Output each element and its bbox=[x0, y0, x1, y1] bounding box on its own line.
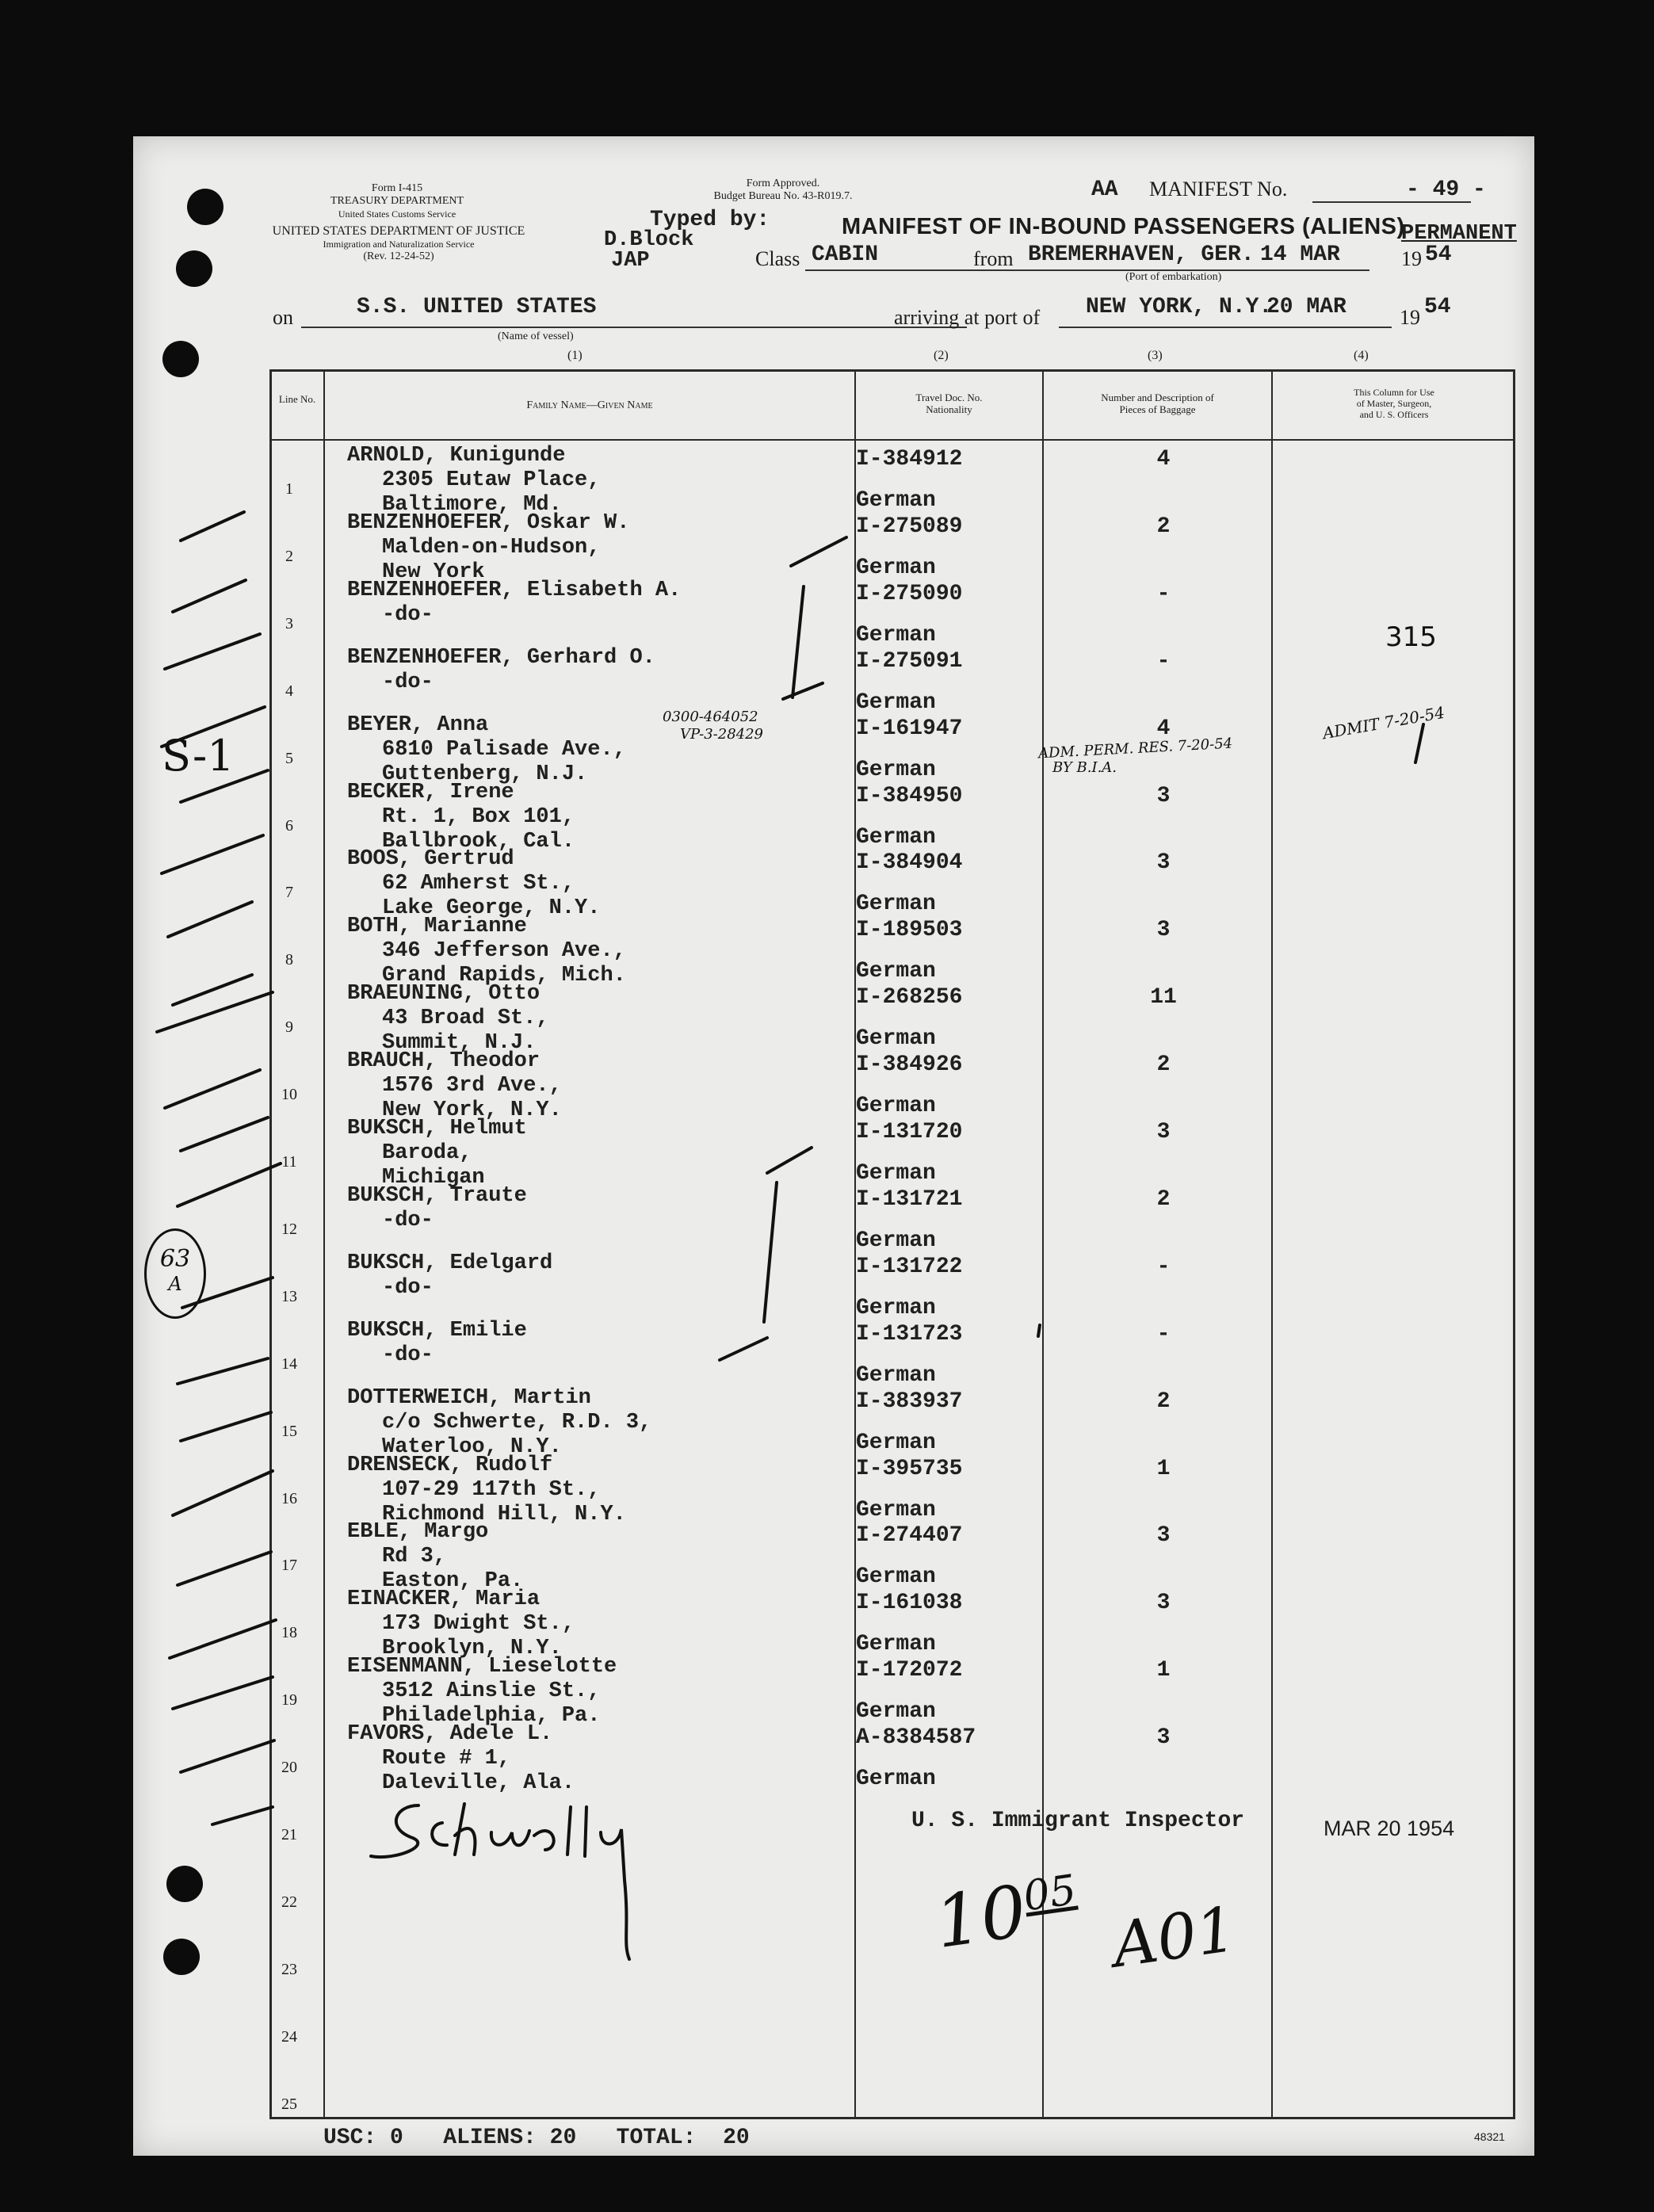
line-number: 21 bbox=[281, 1826, 297, 1843]
arrival-year-prefix: 19 bbox=[1400, 306, 1420, 329]
permanent-label: PERMANENT bbox=[1401, 222, 1517, 246]
baggage-count: - bbox=[1156, 648, 1171, 674]
travel-doc-number: I-131721 bbox=[856, 1186, 963, 1212]
baggage-count: 11 bbox=[1150, 985, 1177, 1010]
address-line-1: Malden-on-Hudson, bbox=[382, 535, 601, 560]
line-number: 22 bbox=[281, 1893, 297, 1911]
col-num-2: (2) bbox=[934, 349, 949, 362]
address-line-2: Michigan bbox=[382, 1166, 485, 1190]
tick-19 bbox=[173, 1677, 273, 1709]
travel-doc-number: I-274407 bbox=[856, 1523, 963, 1549]
line-number: 4 bbox=[285, 682, 293, 700]
family-given-name: EBLE, Margo bbox=[347, 1520, 489, 1545]
address-line-1: 43 Broad St., bbox=[382, 1007, 549, 1031]
tick-18 bbox=[170, 1620, 276, 1658]
address-line-1: 346 Jefferson Ave., bbox=[382, 939, 626, 964]
address-line-1: Route # 1, bbox=[382, 1747, 511, 1771]
travel-doc-number: I-189503 bbox=[856, 918, 963, 943]
customs-label: United States Customs Service bbox=[338, 208, 456, 220]
tick-8 bbox=[173, 975, 252, 1005]
family-given-name: BENZENHOEFER, Gerhard O. bbox=[347, 645, 655, 670]
stamp-date: MAR 20 1954 bbox=[1324, 1817, 1455, 1840]
approved-label: Form Approved. bbox=[746, 178, 820, 189]
from-value: BREMERHAVEN, GER. bbox=[1028, 243, 1255, 267]
travel-doc-number: I-384912 bbox=[856, 447, 963, 472]
nationality: German bbox=[856, 1362, 936, 1388]
family-given-name: DOTTERWEICH, Martin bbox=[347, 1385, 591, 1410]
vessel-name: S.S. UNITED STATES bbox=[357, 295, 597, 319]
nationality: German bbox=[856, 1026, 936, 1052]
family-given-name: BEYER, Anna bbox=[347, 713, 489, 737]
nationality: German bbox=[856, 959, 936, 984]
handwriting-overlay bbox=[133, 136, 1534, 2156]
baggage-count: 2 bbox=[1156, 514, 1171, 539]
tick-1 bbox=[181, 512, 244, 541]
arrival-date: 20 MAR bbox=[1266, 295, 1347, 319]
travel-doc-number: I-131722 bbox=[856, 1254, 963, 1279]
address-line-1: -do- bbox=[382, 670, 434, 694]
baggage-count: 1 bbox=[1156, 1456, 1171, 1481]
tick-5 bbox=[181, 770, 268, 802]
baggage-count: 3 bbox=[1156, 918, 1171, 943]
line-number: 20 bbox=[281, 1759, 297, 1777]
tick-3 bbox=[165, 634, 260, 669]
line-number: 23 bbox=[281, 1960, 297, 1978]
tick-10 bbox=[165, 1070, 260, 1108]
baggage-count: 2 bbox=[1156, 1186, 1171, 1212]
inspector-label: U. S. Immigrant Inspector bbox=[911, 1809, 1245, 1833]
arrival-port: NEW YORK, N.Y. bbox=[1086, 295, 1273, 319]
address-line-1: 3512 Ainslie St., bbox=[382, 1679, 601, 1704]
line-number: 5 bbox=[285, 749, 293, 767]
nationality: German bbox=[856, 690, 936, 715]
travel-doc-number: I-384926 bbox=[856, 1053, 963, 1078]
vessel-note: (Name of vessel) bbox=[498, 330, 574, 342]
punch-hole bbox=[187, 189, 223, 225]
embark-note: (Port of embarkation) bbox=[1125, 271, 1222, 283]
punch-hole bbox=[166, 1866, 203, 1902]
address-line-2: Brooklyn, N.Y. bbox=[382, 1637, 562, 1661]
col-header-bag-line1: Number and Description of bbox=[1101, 392, 1214, 403]
typed-by-name: D.Block bbox=[604, 228, 694, 252]
baggage-count: 2 bbox=[1156, 1389, 1171, 1414]
circled-63-letter: A bbox=[168, 1273, 182, 1295]
nationality: German bbox=[856, 824, 936, 850]
tick-15 bbox=[181, 1412, 271, 1441]
family-given-name: BUKSCH, Edelgard bbox=[347, 1251, 553, 1275]
baggage-count: 3 bbox=[1156, 783, 1171, 808]
tick-7 bbox=[168, 902, 252, 937]
col-num-3: (3) bbox=[1148, 349, 1163, 362]
manifest-title: MANIFEST OF IN-BOUND PASSENGERS (ALIENS) bbox=[842, 214, 1405, 239]
on-label: on bbox=[273, 306, 293, 329]
address-line-1: 107-29 117th St., bbox=[382, 1477, 601, 1502]
tick-16 bbox=[173, 1471, 273, 1515]
col-header-doc-line1: Travel Doc. No. bbox=[915, 392, 983, 403]
arriving-label: arriving at port of bbox=[894, 306, 1041, 329]
line-number: 1 bbox=[285, 480, 293, 498]
tick-6 bbox=[162, 835, 263, 873]
baggage-count: 3 bbox=[1156, 850, 1171, 876]
family-given-name: BECKER, Irene bbox=[347, 780, 514, 804]
address-line-1: 62 Amherst St., bbox=[382, 872, 575, 896]
rev-label: (Rev. 12-24-52) bbox=[363, 250, 434, 262]
col-num-4: (4) bbox=[1354, 349, 1369, 362]
nationality: German bbox=[856, 1295, 936, 1320]
address-line-2: Guttenberg, N.J. bbox=[382, 762, 588, 786]
from-year-prefix: 19 bbox=[1401, 247, 1422, 270]
col-num-1: (1) bbox=[567, 349, 583, 362]
family-given-name: BRAEUNING, Otto bbox=[347, 982, 541, 1007]
tick-14 bbox=[178, 1358, 268, 1384]
col-header-officer-line1: This Column for Use bbox=[1354, 387, 1434, 398]
justice-label: UNITED STATES DEPARTMENT OF JUSTICE bbox=[272, 224, 525, 238]
manifest-no: - 49 - bbox=[1406, 178, 1486, 202]
travel-doc-number: I-275091 bbox=[856, 648, 963, 674]
baggage-count: 3 bbox=[1156, 1725, 1171, 1751]
address-line-2: Waterloo, N.Y. bbox=[382, 1435, 562, 1459]
line-number: 24 bbox=[281, 2027, 297, 2046]
nationality: German bbox=[856, 1497, 936, 1522]
form-id: Form I-415 bbox=[371, 182, 423, 194]
officer-number: 315 bbox=[1385, 621, 1437, 653]
nationality: German bbox=[856, 1094, 936, 1119]
address-line-2: Richmond Hill, N.Y. bbox=[382, 1502, 626, 1526]
travel-doc-number: I-131723 bbox=[856, 1321, 963, 1347]
travel-doc-number: I-384904 bbox=[856, 850, 963, 876]
beyer-note-1: 0300-464052 bbox=[663, 709, 758, 725]
tick-single bbox=[1038, 1325, 1040, 1336]
line-number: 8 bbox=[285, 951, 293, 969]
nationality: German bbox=[856, 1564, 936, 1590]
address-line-2: New York, N.Y. bbox=[382, 1098, 562, 1123]
tick-20 bbox=[181, 1740, 274, 1772]
travel-doc-number: I-268256 bbox=[856, 985, 963, 1010]
address-line-1: c/o Schwerte, R.D. 3, bbox=[382, 1410, 652, 1435]
line-number: 19 bbox=[281, 1691, 297, 1710]
line-number: 3 bbox=[285, 614, 293, 632]
line-number: 13 bbox=[281, 1287, 297, 1305]
typed-by-label: Typed by: bbox=[650, 208, 770, 232]
baggage-count: 2 bbox=[1156, 1053, 1171, 1078]
class-value: CABIN bbox=[812, 243, 879, 267]
travel-doc-number: I-172072 bbox=[856, 1658, 963, 1683]
nationality: German bbox=[856, 1767, 936, 1792]
from-date: 14 MAR bbox=[1260, 243, 1340, 267]
tick-11 bbox=[181, 1117, 268, 1151]
address-line-1: -do- bbox=[382, 1208, 434, 1232]
col-header-officer-line3: and U. S. Officers bbox=[1359, 409, 1429, 420]
nationality: German bbox=[856, 1430, 936, 1455]
arrival-year-suffix: 54 bbox=[1424, 295, 1451, 319]
class-label: Class bbox=[755, 247, 800, 270]
admit-stamp: ADMIT 7-20-54 bbox=[1321, 702, 1446, 743]
beyer-note-2: VP-3-28429 bbox=[680, 726, 764, 743]
travel-doc-number: I-161038 bbox=[856, 1591, 963, 1616]
tick-4 bbox=[162, 707, 265, 747]
family-given-name: FAVORS, Adele L. bbox=[347, 1722, 553, 1747]
nationality: German bbox=[856, 622, 936, 648]
address-line-1: Baroda, bbox=[382, 1141, 472, 1165]
travel-doc-number: I-275090 bbox=[856, 581, 963, 606]
address-line-1: 1576 3rd Ave., bbox=[382, 1074, 562, 1098]
nationality: German bbox=[856, 1699, 936, 1725]
col-header-line: Line No. bbox=[278, 393, 316, 405]
address-line-1: 2305 Eutaw Place, bbox=[382, 468, 601, 492]
col-header-name: Family Name—Given Name bbox=[526, 399, 653, 411]
baggage-count: 4 bbox=[1156, 447, 1171, 472]
manifest-prefix: AA bbox=[1091, 178, 1118, 202]
nationality: German bbox=[856, 892, 936, 917]
col-header-doc-line2: Nationality bbox=[926, 403, 972, 415]
line-number: 25 bbox=[281, 2095, 297, 2113]
travel-doc-number: I-384950 bbox=[856, 783, 963, 808]
travel-doc-number: I-383937 bbox=[856, 1389, 963, 1414]
address-line-2: Ballbrook, Cal. bbox=[382, 829, 575, 854]
punch-hole bbox=[163, 1939, 200, 1975]
tick-2 bbox=[173, 580, 246, 612]
punch-hole bbox=[176, 250, 212, 287]
family-given-name: BUKSCH, Traute bbox=[347, 1183, 527, 1208]
line-number: 10 bbox=[281, 1086, 297, 1104]
baggage-count: 3 bbox=[1156, 1120, 1171, 1144]
line-number: 11 bbox=[281, 1153, 297, 1171]
budget-label: Budget Bureau No. 43-R019.7. bbox=[713, 190, 853, 202]
s1-mark: S-1 bbox=[162, 731, 235, 781]
tick-21 bbox=[212, 1807, 273, 1824]
family-given-name: BOTH, Marianne bbox=[347, 915, 527, 939]
serial-number: 48321 bbox=[1474, 2130, 1505, 2143]
line-number: 15 bbox=[281, 1422, 297, 1440]
travel-doc-number: I-161947 bbox=[856, 716, 963, 741]
from-label: from bbox=[973, 247, 1014, 270]
tick-17 bbox=[178, 1552, 271, 1585]
travel-doc-number: A-8384587 bbox=[856, 1725, 976, 1751]
typed-by-initials: JAP bbox=[611, 249, 650, 273]
col-header-officer-line2: of Master, Surgeon, bbox=[1356, 398, 1432, 409]
tick-13 bbox=[182, 1278, 273, 1308]
ins-label: Immigration and Naturalization Service bbox=[323, 239, 475, 250]
signature bbox=[371, 1804, 629, 1959]
baggage-count: - bbox=[1156, 1254, 1171, 1279]
address-line-1: Rt. 1, Box 101, bbox=[382, 804, 575, 829]
address-line-2: Grand Rapids, Mich. bbox=[382, 964, 626, 988]
family-given-name: EINACKER, Maria bbox=[347, 1587, 541, 1612]
address-line-2: Baltimore, Md. bbox=[382, 493, 562, 517]
manifest-page bbox=[133, 136, 1534, 2156]
line-number: 7 bbox=[285, 884, 293, 902]
baggage-count: 1 bbox=[1156, 1658, 1171, 1683]
line-number: 17 bbox=[281, 1557, 297, 1575]
nationality: German bbox=[856, 488, 936, 513]
line-number: 2 bbox=[285, 547, 293, 565]
bracket-mark-lower bbox=[720, 1148, 812, 1360]
tick-12 bbox=[178, 1163, 281, 1206]
col-header-bag-line2: Pieces of Baggage bbox=[1119, 403, 1196, 415]
family-given-name: ARNOLD, Kunigunde bbox=[347, 444, 566, 468]
family-given-name: BRAUCH, Theodor bbox=[347, 1049, 541, 1074]
baggage-count: - bbox=[1156, 1321, 1171, 1347]
nationality: German bbox=[856, 1228, 936, 1253]
family-given-name: BENZENHOEFER, Elisabeth A. bbox=[347, 578, 682, 602]
admit-slash bbox=[1415, 724, 1423, 762]
family-given-name: EISENMANN, Lieselotte bbox=[347, 1655, 617, 1679]
treasury-label: TREASURY DEPARTMENT bbox=[330, 195, 464, 207]
address-line-2: Lake George, N.Y. bbox=[382, 896, 601, 921]
travel-doc-number: I-275089 bbox=[856, 514, 963, 539]
line-number: 12 bbox=[281, 1220, 297, 1238]
bracket-mark-upper bbox=[783, 537, 846, 699]
manifest-no-label: MANIFEST No. bbox=[1149, 178, 1288, 201]
address-line-1: 173 Dwight St., bbox=[382, 1612, 575, 1637]
family-given-name: BENZENHOEFER, Oskar W. bbox=[347, 510, 630, 535]
baggage-count: 3 bbox=[1156, 1591, 1171, 1616]
nationality: German bbox=[856, 555, 936, 580]
family-given-name: BUKSCH, Emilie bbox=[347, 1318, 527, 1343]
address-line-1: -do- bbox=[382, 1275, 434, 1300]
time-minute: 05 bbox=[1020, 1866, 1079, 1921]
address-line-1: -do- bbox=[382, 602, 434, 627]
totals-line: USC: 0 ALIENS: 20 TOTAL: 20 bbox=[323, 2126, 750, 2150]
address-line-2: Summit, N.J. bbox=[382, 1031, 537, 1056]
baggage-count: - bbox=[1156, 581, 1171, 606]
line-number: 16 bbox=[281, 1489, 297, 1507]
address-line-1: -do- bbox=[382, 1343, 434, 1367]
line-number: 9 bbox=[285, 1018, 293, 1037]
from-year-suffix: 54 bbox=[1425, 243, 1452, 267]
nationality: German bbox=[856, 757, 936, 782]
family-given-name: DRENSECK, Rudolf bbox=[347, 1453, 553, 1477]
adm-note-1: ADM. PERM. RES. 7-20-54 bbox=[1037, 735, 1233, 762]
line-number: 14 bbox=[281, 1354, 297, 1373]
nationality: German bbox=[856, 1632, 936, 1657]
punch-hole bbox=[162, 341, 199, 377]
address-line-1: Rd 3, bbox=[382, 1545, 447, 1569]
circled-63-number: 63 bbox=[159, 1245, 191, 1273]
line-number: 6 bbox=[285, 816, 293, 835]
time-hour: 10 bbox=[930, 1870, 1032, 1966]
family-given-name: BOOS, Gertrud bbox=[347, 847, 514, 872]
tick-9 bbox=[157, 992, 273, 1032]
travel-doc-number: I-395735 bbox=[856, 1456, 963, 1481]
baggage-count: 4 bbox=[1156, 716, 1171, 741]
family-given-name: BUKSCH, Helmut bbox=[347, 1117, 527, 1140]
travel-doc-number: I-131720 bbox=[856, 1120, 963, 1144]
baggage-count: 3 bbox=[1156, 1523, 1171, 1549]
address-line-2: Daleville, Ala. bbox=[382, 1771, 575, 1796]
time-suffix: A01 bbox=[1108, 1893, 1241, 1982]
line-number: 18 bbox=[281, 1624, 297, 1642]
adm-note-2: BY B.I.A. bbox=[1052, 759, 1117, 776]
address-line-2: Philadelphia, Pa. bbox=[382, 1704, 601, 1729]
address-line-2: Easton, Pa. bbox=[382, 1569, 524, 1594]
nationality: German bbox=[856, 1161, 936, 1186]
address-line-2: New York bbox=[382, 560, 485, 584]
address-line-1: 6810 Palisade Ave., bbox=[382, 737, 626, 762]
